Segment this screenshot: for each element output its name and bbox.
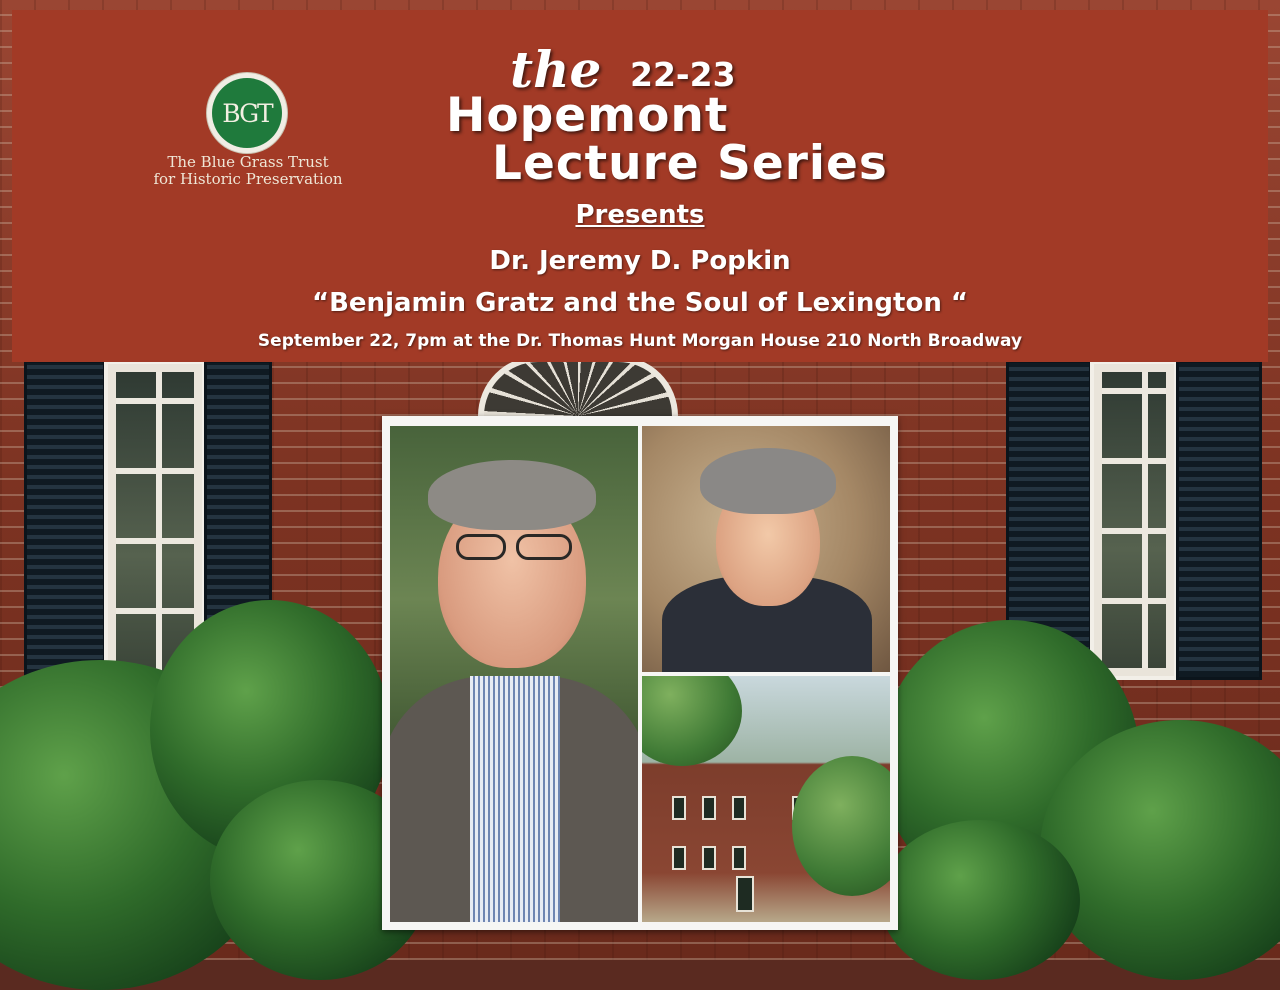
- house-window: [672, 846, 686, 870]
- house-door: [736, 876, 754, 912]
- event-details: September 22, 7pm at the Dr. Thomas Hunt Morgan House 210 North Broadway: [257, 331, 1023, 351]
- right-window: [1090, 360, 1178, 680]
- house-window: [702, 796, 716, 820]
- speaker-glasses-left: [456, 534, 506, 560]
- org-name-line2: for Historic Preservation: [153, 170, 343, 188]
- house-window: [702, 846, 716, 870]
- speaker-shirt: [470, 676, 560, 922]
- logo-monogram: BGT: [212, 78, 282, 148]
- tree: [792, 756, 890, 896]
- speaker-glasses-right: [516, 534, 572, 560]
- speaker-photo: [390, 426, 638, 922]
- series-title-line2: Lecture Series: [492, 136, 888, 191]
- house-photo: [642, 676, 890, 922]
- speaker-name: Dr. Jeremy D. Popkin: [489, 246, 791, 276]
- series-title-line1: Hopemont: [446, 88, 729, 143]
- org-name-line1: The Blue Grass Trust: [167, 153, 329, 171]
- left-shutter-outer: [24, 360, 106, 698]
- house-window: [672, 796, 686, 820]
- series-the: the: [510, 40, 602, 99]
- tree: [642, 676, 742, 766]
- fanlight: [478, 356, 678, 416]
- series-year: 22-23: [630, 55, 736, 94]
- lecture-title: “Benjamin Gratz and the Soul of Lexington “: [312, 288, 968, 318]
- house-window: [732, 846, 746, 870]
- photo-collage: [382, 416, 898, 930]
- bush: [880, 820, 1080, 980]
- presents-label: Presents: [575, 200, 705, 230]
- portrait-hair: [700, 448, 836, 514]
- bgt-logo: [207, 73, 287, 153]
- org-name: [128, 154, 368, 188]
- speaker-hair: [428, 460, 596, 530]
- house-window: [732, 796, 746, 820]
- gratz-portrait: [642, 426, 890, 672]
- right-shutter-outer: [1176, 360, 1262, 680]
